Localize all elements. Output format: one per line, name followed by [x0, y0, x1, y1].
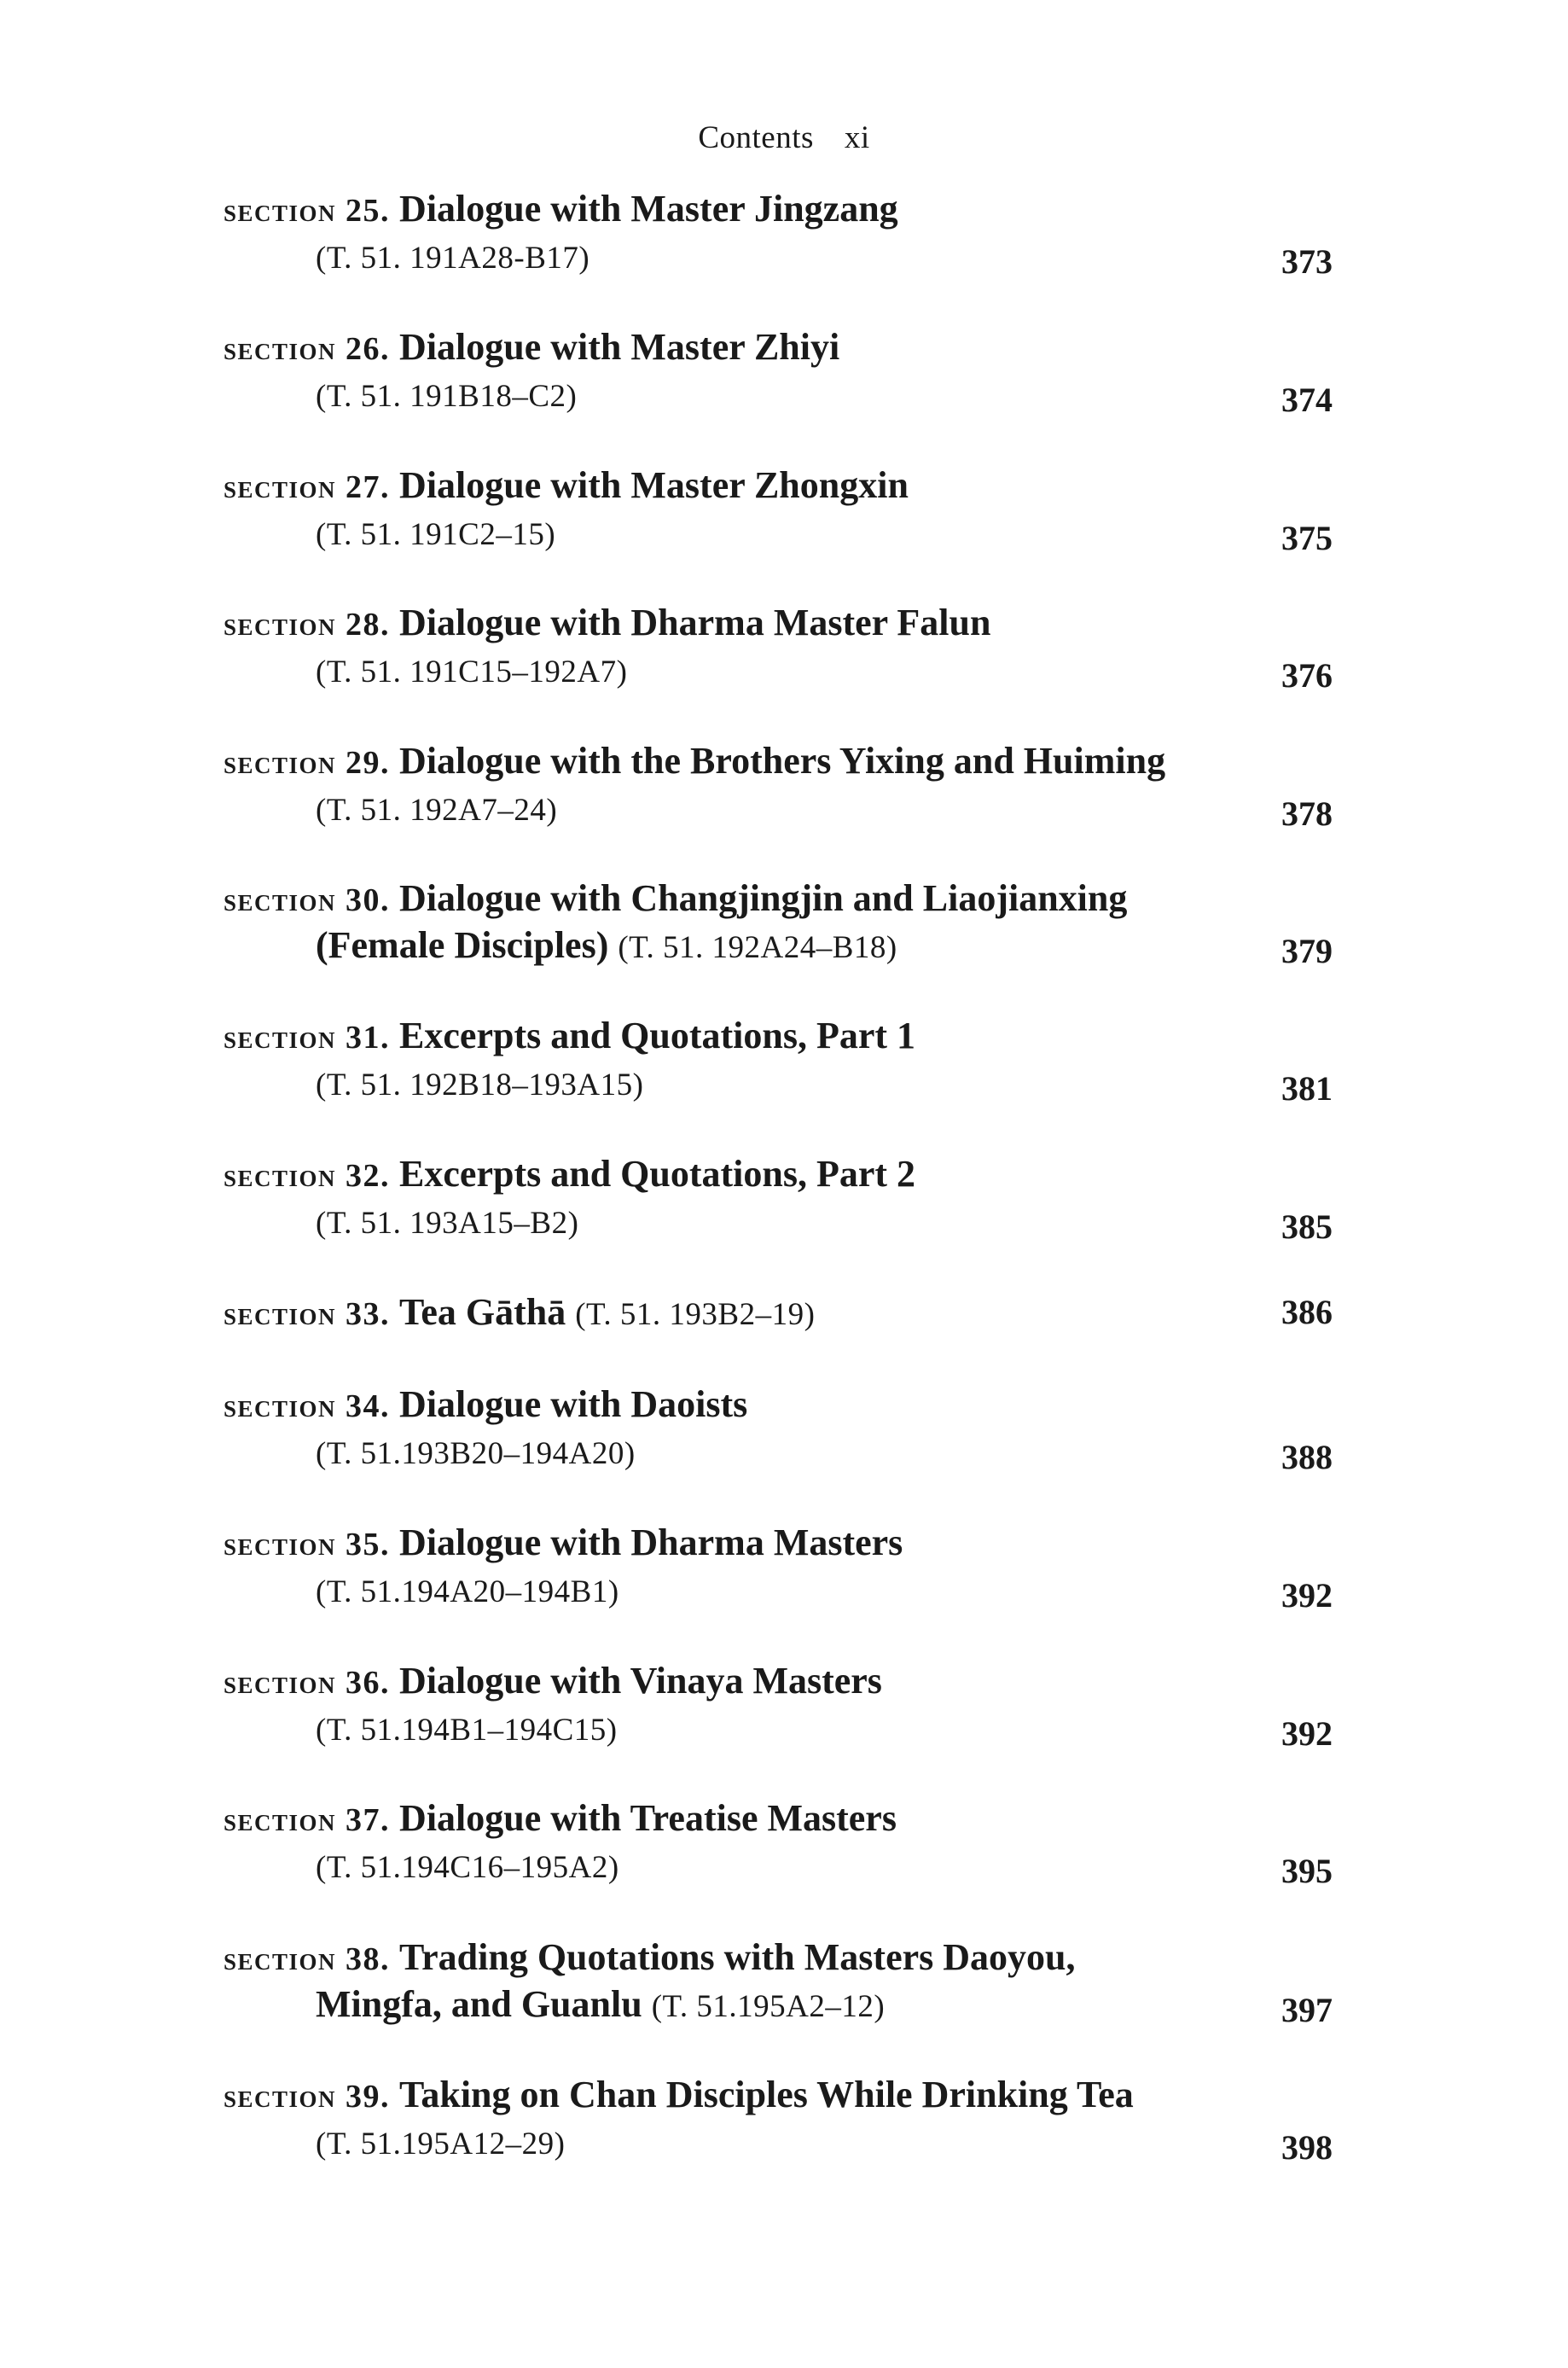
- entry-subline: [316, 509, 555, 559]
- section-title: Dialogue with the Brothers Yixing and Huiming: [399, 740, 1166, 782]
- entry-heading: [224, 1012, 915, 1062]
- section-title: Dialogue with Master Jingzang: [399, 188, 898, 230]
- taisho-reference: (T. 51.194B1–194C15): [316, 1713, 618, 1748]
- toc-entry-section-39[interactable]: [224, 2071, 1333, 2165]
- entry-subline: [316, 1428, 636, 1478]
- toc-entry-section-34[interactable]: [224, 1381, 1333, 1475]
- section-title: Dialogue with Dharma Masters: [399, 1521, 903, 1563]
- taisho-reference: (T. 51. 191C2–15): [316, 517, 556, 552]
- section-label: section 39.: [224, 2079, 391, 2115]
- taisho-reference: (T. 51. 192B18–193A15): [316, 1068, 644, 1103]
- entry-heading: [224, 1381, 747, 1430]
- taisho-reference: (T. 51. 191C15–192A7): [316, 655, 628, 689]
- taisho-reference: (T. 51. 192A7–24): [316, 793, 558, 828]
- section-title: Excerpts and Quotations, Part 1: [399, 1015, 916, 1056]
- section-label: section 38.: [224, 1941, 391, 1977]
- toc-entry-section-33[interactable]: [224, 1289, 1333, 1382]
- section-label: section 30.: [224, 882, 391, 918]
- section-title-continued: Mingfa, and Guanlu: [316, 1983, 642, 2025]
- section-title: Dialogue with Master Zhongxin: [399, 464, 909, 506]
- section-title: Excerpts and Quotations, Part 2: [399, 1153, 916, 1195]
- taisho-reference: (T. 51.194A20–194B1): [316, 1574, 619, 1609]
- entry-heading: [224, 462, 909, 511]
- entry-heading: [224, 1289, 815, 1339]
- page-number: 375: [1281, 519, 1333, 557]
- section-title: Dialogue with Treatise Masters: [399, 1797, 897, 1839]
- page-number: 379: [1281, 932, 1333, 970]
- taisho-reference: (T. 51. 193B2–19): [575, 1297, 816, 1332]
- toc-entry-section-25[interactable]: [224, 185, 1333, 279]
- toc-entry-section-26[interactable]: [224, 323, 1333, 417]
- entry-subline: [316, 922, 897, 972]
- entry-heading: [224, 1657, 882, 1707]
- toc-entry-section-37[interactable]: [224, 1795, 1333, 1888]
- entry-heading: [224, 1519, 903, 1568]
- section-title: Trading Quotations with Masters Daoyou,: [399, 1936, 1076, 1978]
- page-number: 381: [1281, 1069, 1333, 1108]
- section-title: Dialogue with Changjingjin and Liaojianxing: [399, 877, 1128, 919]
- entry-subline: [316, 1841, 619, 1892]
- toc-entry-section-27[interactable]: [224, 462, 1333, 556]
- entry-heading: [224, 875, 1127, 924]
- toc-entry-section-30[interactable]: [224, 875, 1333, 969]
- entry-heading: [224, 185, 898, 235]
- entry-heading: [224, 323, 839, 373]
- taisho-reference: (T. 51. 192A24–B18): [618, 930, 897, 965]
- entry-heading: [224, 599, 990, 649]
- entry-subline: [316, 370, 577, 421]
- page-number: 392: [1281, 1576, 1333, 1615]
- entry-subline: [316, 1059, 643, 1109]
- taisho-reference: (T. 51.194C16–195A2): [316, 1850, 619, 1885]
- section-label: section 26.: [224, 331, 391, 367]
- entry-subline: [316, 2118, 565, 2168]
- running-head: [0, 118, 1568, 159]
- page-number: 392: [1281, 1714, 1333, 1753]
- toc-entry-section-36[interactable]: [224, 1657, 1333, 1751]
- toc-entry-section-38[interactable]: [224, 1934, 1333, 2028]
- section-label: section 37.: [224, 1802, 391, 1838]
- section-title: Dialogue with Vinaya Masters: [399, 1660, 882, 1702]
- entry-heading: [224, 737, 1165, 787]
- section-title: Dialogue with Master Zhiyi: [399, 326, 840, 368]
- page-number: 373: [1281, 242, 1333, 281]
- section-label: section 28.: [224, 607, 391, 643]
- toc-entry-section-31[interactable]: [224, 1012, 1333, 1106]
- entry-subline: [316, 232, 589, 282]
- section-title-continued: (Female Disciples): [316, 924, 609, 966]
- section-title: Dialogue with Dharma Master Falun: [399, 602, 991, 643]
- entry-heading: [224, 1150, 915, 1200]
- entry-subline: [316, 1197, 578, 1248]
- entry-subline: [316, 1981, 885, 2031]
- taisho-reference: (T. 51. 191A28-B17): [316, 241, 590, 276]
- section-label: section 33.: [224, 1296, 391, 1332]
- taisho-reference: (T. 51. 191B18–C2): [316, 379, 578, 414]
- running-head-page-numeral: xi: [844, 120, 870, 155]
- page-number: 398: [1281, 2128, 1333, 2167]
- section-label: section 27.: [224, 469, 391, 505]
- section-label: section 36.: [224, 1665, 391, 1701]
- taisho-reference: (T. 51.195A12–29): [316, 2127, 566, 2161]
- toc-entry-section-35[interactable]: [224, 1519, 1333, 1613]
- page-number: 395: [1281, 1852, 1333, 1890]
- toc-entry-section-28[interactable]: [224, 599, 1333, 693]
- section-label: section 29.: [224, 745, 391, 781]
- page-number: 385: [1281, 1207, 1333, 1246]
- page-number: 388: [1281, 1438, 1333, 1476]
- section-title: Taking on Chan Disciples While Drinking Tea: [399, 2074, 1134, 2115]
- page-number: 397: [1281, 1991, 1333, 2029]
- page-number: 378: [1281, 794, 1333, 833]
- entry-heading: [224, 1795, 897, 1844]
- running-head-label: Contents: [698, 120, 814, 155]
- taisho-reference: (T. 51.193B20–194A20): [316, 1436, 636, 1471]
- entry-subline: [316, 1704, 618, 1754]
- toc-entry-section-32[interactable]: [224, 1150, 1333, 1244]
- entry-subline: [316, 646, 627, 696]
- section-label: section 31.: [224, 1020, 391, 1056]
- entry-heading: [224, 1934, 1076, 1983]
- page-number: 376: [1281, 656, 1333, 695]
- section-label: section 35.: [224, 1527, 391, 1562]
- section-label: section 34.: [224, 1388, 391, 1424]
- section-label: section 32.: [224, 1158, 391, 1194]
- entry-subline: [316, 784, 557, 835]
- section-title: Dialogue with Daoists: [399, 1383, 748, 1425]
- entry-subline: [316, 1566, 619, 1616]
- entry-heading: [224, 2071, 1134, 2121]
- toc-entry-section-29[interactable]: [224, 737, 1333, 831]
- page-number: 386: [1281, 1293, 1333, 1331]
- page-number: 374: [1281, 381, 1333, 419]
- taisho-reference: (T. 51.195A2–12): [651, 1989, 886, 2024]
- section-label: section 25.: [224, 193, 391, 229]
- taisho-reference: (T. 51. 193A15–B2): [316, 1206, 579, 1241]
- section-title: Tea Gāthā: [399, 1291, 566, 1333]
